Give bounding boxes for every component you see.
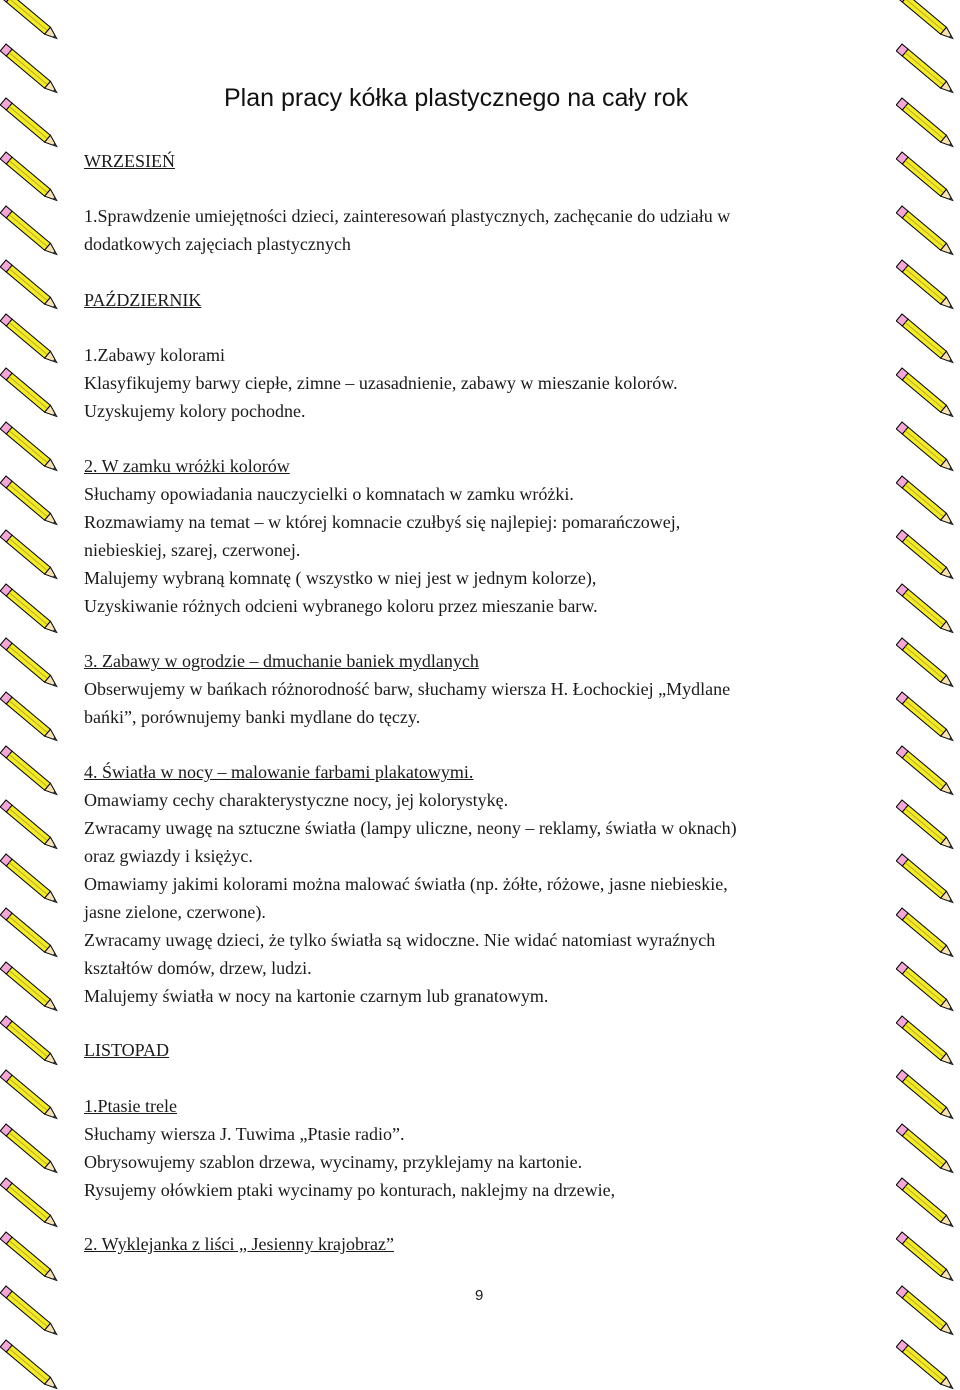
pencil-icon: [0, 1340, 59, 1390]
october-item4-title: 4. Światła w nocy – malowanie farbami plakatowymi.: [84, 762, 474, 782]
pencil-icon: [896, 1340, 955, 1390]
pencil-icon: [0, 422, 59, 474]
pencil-icon: [0, 854, 59, 906]
page-title: Plan pracy kółka plastycznego na cały rok: [224, 84, 689, 112]
november-item1-title: 1.Ptasie trele: [84, 1096, 177, 1116]
october-item4-line: Omawiamy jakimi kolorami można malować światła (np. żółte, różowe, jasne niebieskie,: [84, 874, 728, 894]
section-heading-september: WRZESIEŃ: [84, 151, 175, 171]
pencil-icon: [0, 962, 59, 1014]
pencil-border-left: [0, 0, 64, 1390]
pencil-icon: [896, 1124, 955, 1176]
pencil-icon: [0, 1286, 59, 1338]
pencil-icon: [0, 746, 59, 798]
pencil-icon: [896, 638, 955, 690]
october-item2-line: Uzyskiwanie różnych odcieni wybranego koloru przez mieszanie barw.: [84, 596, 598, 616]
october-item4-line: kształtów domów, drzew, ludzi.: [84, 958, 312, 978]
october-item1-title: 1.Zabawy kolorami: [84, 345, 225, 365]
pencil-border-right: [896, 0, 960, 1390]
pencil-icon: [896, 260, 955, 312]
pencil-icon: [0, 638, 59, 690]
pencil-icon: [0, 800, 59, 852]
october-item4-line: Zwracamy uwagę na sztuczne światła (lampy uliczne, neony – reklamy, światła w oknach): [84, 818, 737, 838]
pencil-icon: [0, 1016, 59, 1068]
october-item1-line: Uzyskujemy kolory pochodne.: [84, 401, 306, 421]
pencil-icon: [0, 584, 59, 636]
pencil-icon: [896, 152, 955, 204]
pencil-icon: [896, 206, 955, 258]
october-item3-line: bańki”, porównujemy banki mydlane do tęczy.: [84, 707, 421, 727]
october-item2-line: Malujemy wybraną komnatę ( wszystko w niej jest w jednym kolorze),: [84, 568, 597, 588]
section-heading-november: LISTOPAD: [84, 1040, 170, 1060]
pencil-icon: [896, 1286, 955, 1338]
november-item1-line: Rysujemy ołówkiem ptaki wycinamy po konturach, naklejmy na drzewie,: [84, 1180, 616, 1200]
september-item-line: dodatkowych zajęciach plastycznych: [84, 234, 351, 254]
pencil-icon: [896, 746, 955, 798]
pencil-icon: [896, 854, 955, 906]
pencil-icon: [0, 1232, 59, 1284]
pencil-icon: [0, 206, 59, 258]
pencil-icon: [896, 530, 955, 582]
pencil-icon: [0, 98, 59, 150]
pencil-icon: [896, 476, 955, 528]
pencil-icon: [896, 908, 955, 960]
november-item2-title: 2. Wyklejanka z liści „ Jesienny krajobraz”: [84, 1234, 394, 1254]
pencil-icon: [0, 1124, 59, 1176]
pencil-icon: [896, 98, 955, 150]
pencil-icon: [0, 314, 59, 366]
october-item4-line: jasne zielone, czerwone).: [84, 902, 266, 922]
pencil-icon: [0, 692, 59, 744]
pencil-icon: [896, 0, 955, 42]
pencil-icon: [0, 1070, 59, 1122]
document-page: [84, 0, 864, 1390]
october-item3-line: Obserwujemy w bańkach różnorodność barw, słuchamy wiersza H. Łochockiej „Mydlane: [84, 679, 731, 699]
pencil-icon: [896, 800, 955, 852]
pencil-icon: [0, 152, 59, 204]
october-item2-line: Rozmawiamy na temat – w której komnacie czułbyś się najlepiej: pomarańczowej,: [84, 512, 681, 532]
october-item4-line: Malujemy światła w nocy na kartonie czarnym lub granatowym.: [84, 986, 549, 1006]
pencil-icon: [896, 44, 955, 96]
pencil-icon: [896, 1070, 955, 1122]
october-item4-line: oraz gwiazdy i księżyc.: [84, 846, 253, 866]
pencil-icon: [0, 260, 59, 312]
october-item4-line: Omawiamy cechy charakterystyczne nocy, jej kolorystykę.: [84, 790, 509, 810]
pencil-icon: [0, 476, 59, 528]
october-item2-line: niebieskiej, szarej, czerwonej.: [84, 540, 301, 560]
pencil-icon: [896, 422, 955, 474]
october-item1-line: Klasyfikujemy barwy ciepłe, zimne – uzasadnienie, zabawy w mieszanie kolorów.: [84, 373, 678, 393]
pencil-icon: [0, 530, 59, 582]
september-item-line: 1.Sprawdzenie umiejętności dzieci, zainteresowań plastycznych, zachęcanie do udziału w: [84, 206, 731, 226]
pencil-icon: [896, 692, 955, 744]
pencil-icon: [896, 584, 955, 636]
pencil-icon: [896, 368, 955, 420]
section-heading-october: PAŹDZIERNIK: [84, 290, 202, 310]
pencil-icon: [896, 1178, 955, 1230]
november-item1-line: Słuchamy wiersza J. Tuwima „Ptasie radio”.: [84, 1124, 405, 1144]
pencil-icon: [0, 368, 59, 420]
pencil-icon: [896, 314, 955, 366]
pencil-icon: [896, 962, 955, 1014]
october-item2-title: 2. W zamku wróżki kolorów: [84, 456, 290, 476]
october-item2-line: Słuchamy opowiadania nauczycielki o komnatach w zamku wróżki.: [84, 484, 574, 504]
pencil-icon: [0, 0, 59, 42]
pencil-icon: [896, 1232, 955, 1284]
pencil-icon: [0, 908, 59, 960]
pencil-icon: [896, 1016, 955, 1068]
page-number: 9: [475, 1287, 484, 1304]
october-item4-line: Zwracamy uwagę dzieci, że tylko światła są widoczne. Nie widać natomiast wyraźnych: [84, 930, 716, 950]
pencil-icon: [0, 44, 59, 96]
november-item1-line: Obrysowujemy szablon drzewa, wycinamy, przyklejamy na kartonie.: [84, 1152, 583, 1172]
october-item3-title: 3. Zabawy w ogrodzie – dmuchanie baniek mydlanych: [84, 651, 479, 671]
pencil-icon: [0, 1178, 59, 1230]
